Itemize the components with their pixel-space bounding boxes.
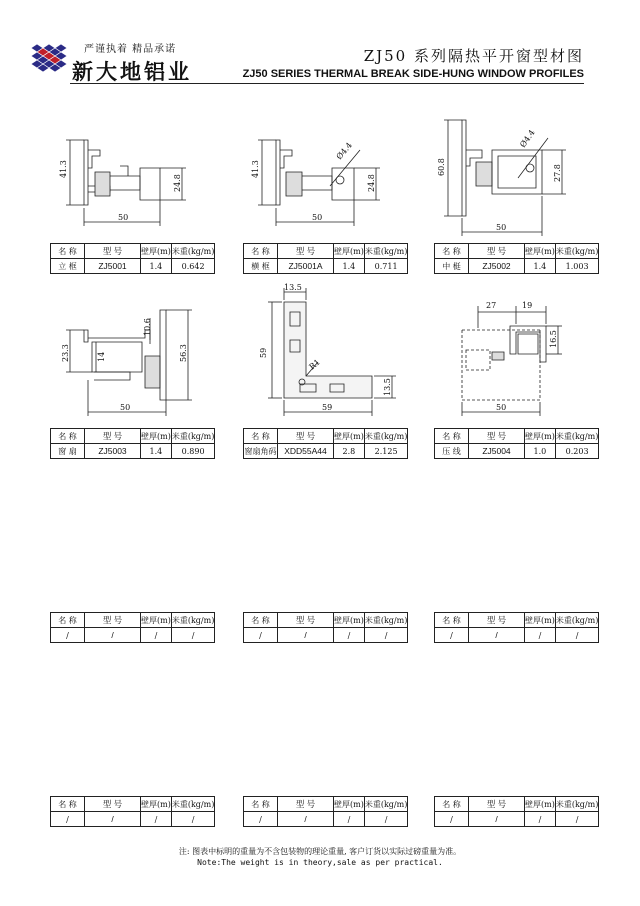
- col-header-name: 名 称: [51, 429, 85, 444]
- dim-xdd55a44-top: 13.5: [284, 283, 302, 292]
- col-header-weight: 米重(kg/m): [364, 613, 408, 628]
- col-header-weight: 米重(kg/m): [555, 244, 599, 259]
- dim-zj5002-height: 60.8: [437, 158, 446, 176]
- col-header-model: 型 号: [278, 797, 334, 812]
- spec-table-empty: [243, 796, 408, 827]
- col-header-thickness: 壁厚(m): [525, 797, 556, 812]
- col-header-name: 名 称: [435, 797, 469, 812]
- cell-model: ZJ5004: [469, 444, 525, 459]
- cell-thickness: 1.4: [141, 444, 172, 459]
- cell-thickness: /: [525, 812, 556, 827]
- page-title-cn: ZJ50 系列隔热平开窗型材图: [363, 47, 584, 65]
- col-header-weight: 米重(kg/m): [364, 429, 408, 444]
- cell-model: ZJ5001A: [278, 259, 334, 274]
- cell-thickness: /: [334, 812, 365, 827]
- cell-thickness: 1.4: [141, 259, 172, 274]
- spec-table-empty: [434, 796, 599, 827]
- col-header-model: 型 号: [85, 429, 141, 444]
- cell-name: 窗 扇: [51, 444, 85, 459]
- col-header-name: 名 称: [244, 244, 278, 259]
- col-header-weight: 米重(kg/m): [555, 429, 599, 444]
- dim-zj5001a-inner: 24.8: [367, 174, 376, 192]
- spec-table-empty: [434, 612, 599, 643]
- spec-table-zj5002: [434, 243, 599, 274]
- dim-zj5003-a: 23.3: [61, 344, 70, 362]
- footnote: [0, 846, 640, 868]
- footnote-cn: 注: 图表中标明的重量为不含包装物的理论重量, 客户订货以实际过磅重量为准。: [178, 847, 462, 856]
- profile-drawing-xdd55a44: [268, 288, 396, 416]
- cell-thickness: /: [141, 628, 172, 643]
- spec-table-empty: [50, 796, 215, 827]
- cell-model: /: [469, 628, 525, 643]
- cell-weight: /: [555, 628, 599, 643]
- col-header-thickness: 壁厚(m): [141, 429, 172, 444]
- col-header-model: 型 号: [85, 797, 141, 812]
- dim-zj5004-a: 27: [486, 301, 497, 310]
- dim-zj5004-width: 50: [496, 403, 507, 412]
- cell-model: /: [469, 812, 525, 827]
- cell-weight: 0.711: [364, 259, 408, 274]
- cell-thickness: /: [334, 628, 365, 643]
- col-header-weight: 米重(kg/m): [171, 613, 215, 628]
- cell-name: 窗扇角码: [244, 444, 278, 459]
- cell-weight: /: [364, 628, 408, 643]
- col-header-weight: 米重(kg/m): [364, 797, 408, 812]
- col-header-model: 型 号: [278, 244, 334, 259]
- dim-zj5004-b: 19: [522, 301, 533, 310]
- col-header-weight: 米重(kg/m): [555, 613, 599, 628]
- dim-zj5001a-height: 41.3: [251, 160, 260, 178]
- cell-model: ZJ5002: [469, 259, 525, 274]
- col-header-weight: 米重(kg/m): [555, 797, 599, 812]
- col-header-name: 名 称: [435, 613, 469, 628]
- spec-table-empty: [243, 612, 408, 643]
- cell-name: /: [435, 628, 469, 643]
- col-header-name: 名 称: [435, 244, 469, 259]
- cell-weight: 0.642: [171, 259, 215, 274]
- col-header-thickness: 壁厚(m): [525, 429, 556, 444]
- cell-thickness: 1.4: [334, 259, 365, 274]
- spec-table-zj5004: [434, 428, 599, 459]
- col-header-model: 型 号: [469, 429, 525, 444]
- cell-thickness: /: [141, 812, 172, 827]
- col-header-weight: 米重(kg/m): [171, 797, 215, 812]
- dim-xdd55a44-radius: R1: [307, 357, 322, 372]
- cell-model: XDD55A44: [278, 444, 334, 459]
- dim-zj5003-b: 14: [97, 351, 106, 362]
- col-header-name: 名 称: [244, 429, 278, 444]
- col-header-name: 名 称: [244, 797, 278, 812]
- col-header-weight: 米重(kg/m): [364, 244, 408, 259]
- cell-name: /: [244, 628, 278, 643]
- dim-zj5001-width: 50: [118, 213, 129, 222]
- col-header-model: 型 号: [278, 613, 334, 628]
- profile-drawing-zj5002: [444, 120, 566, 236]
- cell-model: /: [278, 628, 334, 643]
- col-header-thickness: 壁厚(m): [334, 613, 365, 628]
- profile-drawing-zj5004: [462, 306, 562, 416]
- col-header-name: 名 称: [435, 429, 469, 444]
- cell-name: 横 框: [244, 259, 278, 274]
- page-title-en: ZJ50 SERIES THERMAL BREAK SIDE-HUNG WINDOW PROFILES: [242, 68, 584, 80]
- cell-weight: /: [364, 812, 408, 827]
- cell-thickness: 1.0: [525, 444, 556, 459]
- col-header-weight: 米重(kg/m): [171, 244, 215, 259]
- company-slogan: 严谨执着 精品承诺: [84, 44, 177, 55]
- dim-xdd55a44-side: 13.5: [383, 378, 392, 396]
- dim-zj5004-c: 16.5: [549, 330, 558, 348]
- cell-name: /: [435, 812, 469, 827]
- cell-model: /: [85, 628, 141, 643]
- cell-thickness: /: [525, 628, 556, 643]
- dim-zj5001a-width: 50: [312, 213, 323, 222]
- cell-weight: /: [171, 812, 215, 827]
- dim-zj5001-inner: 24.8: [173, 174, 182, 192]
- dim-zj5003-width: 50: [120, 403, 131, 412]
- cell-model: /: [85, 812, 141, 827]
- company-name: 新大地铝业: [72, 59, 192, 84]
- cell-name: /: [51, 628, 85, 643]
- col-header-model: 型 号: [85, 613, 141, 628]
- spec-table-zj5001a: [243, 243, 408, 274]
- col-header-name: 名 称: [51, 613, 85, 628]
- dim-zj5003-c: 10.6: [143, 318, 152, 336]
- cell-model: ZJ5003: [85, 444, 141, 459]
- col-header-model: 型 号: [469, 797, 525, 812]
- col-header-thickness: 壁厚(m): [334, 429, 365, 444]
- cell-thickness: 2.8: [334, 444, 365, 459]
- cell-name: 压 线: [435, 444, 469, 459]
- cell-weight: 0.203: [555, 444, 599, 459]
- col-header-thickness: 壁厚(m): [141, 244, 172, 259]
- col-header-weight: 米重(kg/m): [171, 429, 215, 444]
- dim-xdd55a44-width: 59: [322, 403, 333, 412]
- col-header-thickness: 壁厚(m): [525, 613, 556, 628]
- dim-zj5002-hole: Ø4.4: [518, 128, 537, 150]
- cell-weight: /: [555, 812, 599, 827]
- col-header-model: 型 号: [469, 613, 525, 628]
- col-header-name: 名 称: [244, 613, 278, 628]
- cell-name: 中 梃: [435, 259, 469, 274]
- col-header-thickness: 壁厚(m): [334, 244, 365, 259]
- col-header-thickness: 壁厚(m): [141, 797, 172, 812]
- dim-zj5001a-hole: Ø4.4: [334, 140, 354, 162]
- col-header-model: 型 号: [278, 429, 334, 444]
- cell-name: /: [244, 812, 278, 827]
- dim-xdd55a44-height: 59: [259, 347, 268, 358]
- cell-model: /: [278, 812, 334, 827]
- dim-zj5003-height: 56.3: [179, 344, 188, 362]
- cell-weight: /: [171, 628, 215, 643]
- col-header-thickness: 壁厚(m): [525, 244, 556, 259]
- spec-table-xdd55a44: [243, 428, 408, 459]
- col-header-name: 名 称: [51, 244, 85, 259]
- cell-weight: 0.890: [171, 444, 215, 459]
- footnote-en: Note:The weight is in theory,sale as per practical.: [197, 858, 443, 867]
- col-header-thickness: 壁厚(m): [141, 613, 172, 628]
- dim-zj5001-height: 41.3: [59, 160, 68, 178]
- dim-zj5002-inner: 27.8: [553, 164, 562, 182]
- col-header-model: 型 号: [469, 244, 525, 259]
- cell-weight: 2.125: [364, 444, 408, 459]
- spec-table-zj5003: [50, 428, 215, 459]
- dim-zj5002-width: 50: [496, 223, 507, 232]
- cell-name: /: [51, 812, 85, 827]
- profile-drawing-zj5003: [66, 310, 192, 416]
- col-header-model: 型 号: [85, 244, 141, 259]
- cell-name: 立 框: [51, 259, 85, 274]
- spec-table-empty: [50, 612, 215, 643]
- spec-table-zj5001: [50, 243, 215, 274]
- col-header-thickness: 壁厚(m): [334, 797, 365, 812]
- col-header-name: 名 称: [51, 797, 85, 812]
- cell-thickness: 1.4: [525, 259, 556, 274]
- cell-weight: 1.003: [555, 259, 599, 274]
- cell-model: ZJ5001: [85, 259, 141, 274]
